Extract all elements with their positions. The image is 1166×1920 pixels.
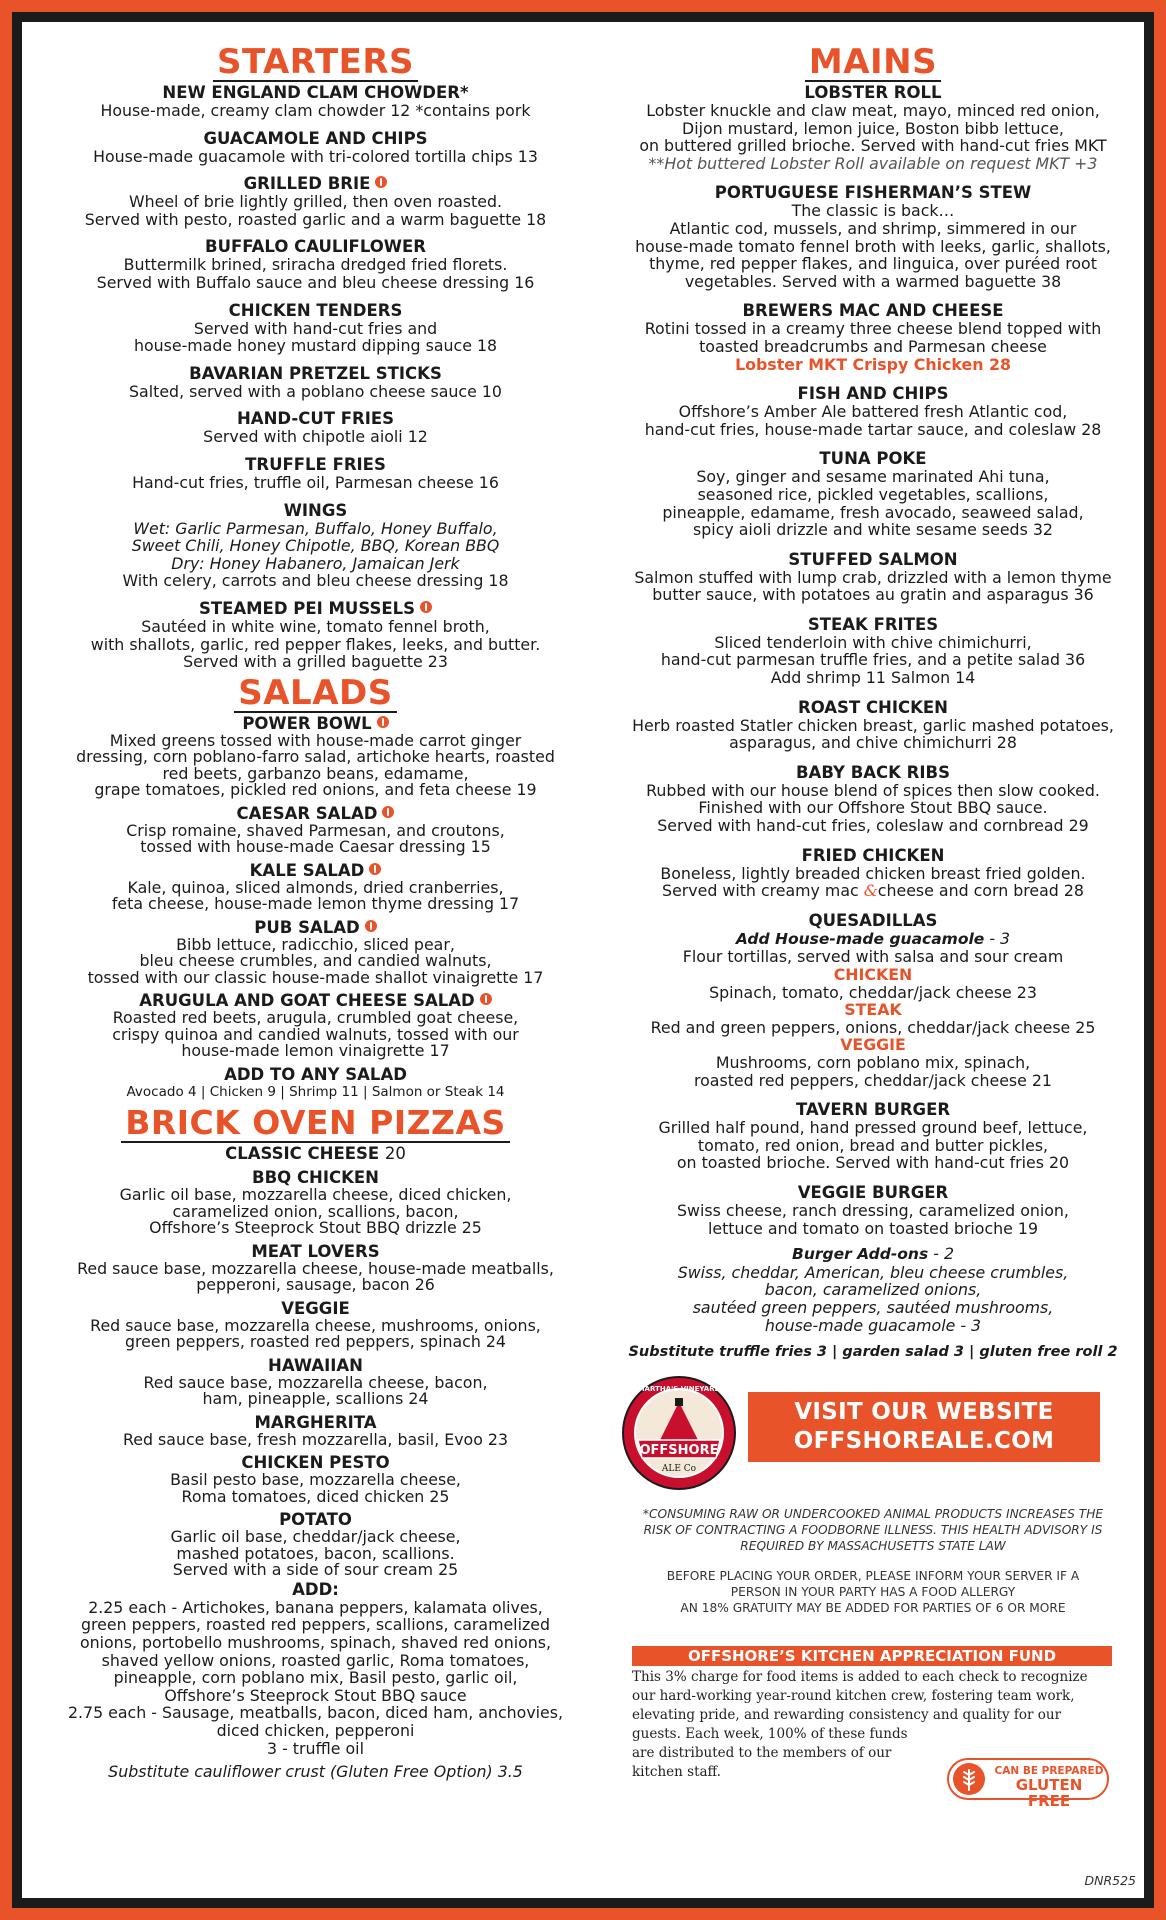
variant-desc: Red and green peppers, onions, cheddar/jack cheese 25 <box>650 1017 1096 1037</box>
menu-item <box>608 616 1138 687</box>
item-name: HAND-CUT FRIES <box>236 409 395 429</box>
pizza-addons <box>38 1581 593 1757</box>
ampersand: & <box>863 881 878 901</box>
item-name: TUNA POKE <box>819 449 927 469</box>
item-name: BUFFALO CAULIFLOWER <box>205 237 426 257</box>
logo-top-text: MARTHA'S VINEYARD <box>637 1384 721 1393</box>
item-name-row <box>38 1145 593 1163</box>
menu-item <box>38 1169 593 1237</box>
item-desc: Basil pesto base, mozzarella cheese, Roma tomatoes, diced chicken 25 <box>170 1470 461 1506</box>
kitchen-fund-title: OFFSHORE’S KITCHEN APPRECIATION FUND <box>632 1646 1112 1666</box>
guac-addon <box>608 930 1138 949</box>
item-name: VEGGIE <box>281 1298 350 1318</box>
gluten-free-badge <box>947 1758 1109 1810</box>
item-name: BAVARIAN PRETZEL STICKS <box>189 363 442 383</box>
item-name: BREWERS MAC AND CHEESE <box>742 301 1004 321</box>
menu-item <box>608 1101 1138 1172</box>
item-desc: Mixed greens tossed with house-made carrot ginger dressing, corn poblano-farro salad, artichoke hearts, roasted red beets, garbanzo beans, edamame, grape tomatoes, pickled red onions, and feta cheese 19 <box>76 730 555 800</box>
gluten-free-icon <box>365 920 377 932</box>
item-name: POTATO <box>279 1510 352 1530</box>
item-name-row <box>38 175 593 193</box>
item-desc: Rubbed with our house blend of spices then slow cooked. Finished with our Offshore Stout BBQ sauce. Served with hand-cut fries, coleslaw and cornbread 29 <box>646 780 1100 836</box>
item-name: CLASSIC CHEESE <box>225 1144 380 1164</box>
item-name: CHICKEN TENDERS <box>228 300 403 320</box>
starters-title: STARTERS <box>213 44 418 82</box>
burger-addons <box>608 1245 1138 1334</box>
item-name-row <box>38 715 593 733</box>
logo-brand: OFFSHORE <box>639 1442 719 1458</box>
menu-item <box>608 184 1138 290</box>
item-desc: Garlic oil base, mozzarella cheese, diced chicken, caramelized onion, scallions, bacon, Offshore’s Steeprock Stout BBQ drizzle 25 <box>119 1185 512 1238</box>
gluten-free-icon <box>420 601 432 613</box>
menu-item <box>608 699 1138 752</box>
gluten-free-line1: CAN BE PREPARED <box>994 1764 1104 1777</box>
item-name: BBQ CHICKEN <box>252 1168 379 1188</box>
item-desc: Salted, served with a poblano cheese sauce 10 <box>129 381 502 401</box>
item-note: **Hot buttered Lobster Roll available on request MKT +3 <box>648 153 1098 173</box>
mains-title: MAINS <box>805 44 941 82</box>
brand-row <box>608 1374 1138 1492</box>
item-desc: Herb roasted Statler chicken breast, garlic mashed potatoes, asparagus, and chive chimichurri 28 <box>632 715 1114 753</box>
item-desc: Flour tortillas, served with salsa and sour cream <box>682 947 1064 967</box>
wheat-icon <box>953 1763 985 1795</box>
menu-item <box>38 805 593 856</box>
gluten-free-line2: GLUTEN FREE <box>1015 1775 1083 1810</box>
gluten-free-icon <box>382 806 394 818</box>
item-desc: Served with chipotle aioli 12 <box>203 427 428 447</box>
menu-item <box>608 84 1138 172</box>
item-desc: Lobster knuckle and claw meat, mayo, minced red onion, Dijon mustard, lemon juice, Boston bibb lettuce, on buttered grilled brioche. Served with hand-cut fries MKT <box>639 101 1107 156</box>
gluten-free-text <box>993 1765 1105 1809</box>
item-name-row <box>38 805 593 823</box>
item-name: FRIED CHICKEN <box>801 845 945 865</box>
item-desc: Served with hand-cut fries and house-made honey mustard dipping sauce 18 <box>133 318 498 356</box>
item-name: HAWAIIAN <box>268 1355 363 1375</box>
menu-frame-inner <box>12 12 1154 1908</box>
salad-addons <box>38 1066 593 1102</box>
burger-addons-list: Swiss, cheddar, American, bleu cheese crumbles, bacon, caramelized onions, sautéed green peppers, sautéed mushrooms, house-made guacamole - 3 <box>677 1262 1069 1335</box>
item-name: WINGS <box>283 500 348 520</box>
menu-item <box>608 847 1138 900</box>
item-name: CAESAR SALAD <box>236 803 378 823</box>
item-desc: Bibb lettuce, radicchio, sliced pear, bleu cheese crumbles, and candied walnuts, tossed with our classic house-made shallot vinaigrette 17 <box>87 934 544 987</box>
menu-item <box>38 175 593 228</box>
menu-item <box>38 410 593 446</box>
pizzas-title: BRICK OVEN PIZZAS <box>121 1105 510 1143</box>
variant-label: VEGGIE <box>840 1035 906 1055</box>
menu-item <box>608 551 1138 604</box>
item-extras: Lobster MKT Crispy Chicken 28 <box>735 354 1011 374</box>
item-desc: Swiss cheese, ranch dressing, caramelized onion, lettuce and tomato on toasted brioche 19 <box>677 1200 1069 1238</box>
menu-code: DNR525 <box>1084 1873 1136 1888</box>
menu-item <box>38 1454 593 1505</box>
item-name: LOBSTER ROLL <box>804 83 942 102</box>
variant-label: CHICKEN <box>833 965 913 984</box>
item-name: ROAST CHICKEN <box>798 697 948 717</box>
item-desc: Buttermilk brined, sriracha dredged fried florets. Served with Buffalo sauce and bleu cheese dressing 16 <box>96 255 535 292</box>
item-desc: With celery, carrots and bleu cheese dressing 18 <box>122 571 509 591</box>
item-name: VEGGIE BURGER <box>797 1182 949 1202</box>
item-name: PUB SALAD <box>254 917 360 937</box>
item-price: 20 <box>384 1144 406 1164</box>
item-name: POWER BOWL <box>242 713 372 733</box>
left-column <box>38 44 593 1781</box>
gluten-free-icon <box>377 716 389 728</box>
item-name: GRILLED BRIE <box>243 174 371 194</box>
menu-item <box>38 1414 593 1449</box>
item-desc: Red sauce base, mozzarella cheese, bacon, ham, pineapple, scallions 24 <box>143 1372 488 1409</box>
kitchen-fund-body: This 3% charge for food items is added to each check to recognize our hard-working year-round kitchen crew, fostering team work, elevating pride, and rewarding consistency and quality for our <box>632 1668 1088 1723</box>
item-desc: Crisp romaine, shaved Parmesan, and croutons, tossed with house-made Caesar dressing 15 <box>126 820 505 857</box>
item-desc <box>608 865 1138 900</box>
item-name-row <box>38 919 593 937</box>
salad-addons-title: ADD TO ANY SALAD <box>224 1064 407 1084</box>
gluten-free-icon <box>480 993 492 1005</box>
item-desc: Garlic oil base, cheddar/jack cheese, mashed potatoes, bacon, scallions. Served with a side of sour cream 25 <box>170 1527 461 1580</box>
item-desc: Red sauce base, mozzarella cheese, mushrooms, onions, green peppers, roasted red peppers, spinach 24 <box>90 1315 541 1352</box>
pizza-substitute-note: Substitute cauliflower crust (Gluten Free Option) 3.5 <box>108 1762 523 1782</box>
item-name-row <box>38 862 593 880</box>
item-name: STEAMED PEI MUSSELS <box>198 598 416 618</box>
menu-item <box>38 365 593 401</box>
menu-item <box>38 238 593 291</box>
item-name: STEAK FRITES <box>807 614 939 634</box>
menu-item <box>38 1511 593 1579</box>
item-desc: Red sauce base, mozzarella cheese, house-made meatballs, pepperoni, sausage, bacon 26 <box>77 1258 554 1295</box>
item-desc: Red sauce base, fresh mozzarella, basil, Evoo 23 <box>123 1429 508 1449</box>
menu-item <box>38 919 593 987</box>
offshore-logo <box>620 1374 738 1492</box>
item-name: KALE SALAD <box>249 860 365 880</box>
item-name: TRUFFLE FRIES <box>245 454 386 474</box>
menu-item <box>608 385 1138 438</box>
menu-item <box>38 1357 593 1408</box>
item-desc: Soy, ginger and sesame marinated Ahi tuna, seasoned rice, pickled vegetables, scallions, pineapple, edamame, fresh avocado, seaweed salad, spicy aioli drizzle and white sesame seeds 32 <box>662 467 1084 540</box>
allergy-notice: BEFORE PLACING YOUR ORDER, PLEASE INFORM YOUR SERVER IF A PERSON IN YOUR PARTY HAS A FOOD ALLERGY AN 18% GRATUITY MAY BE ADDED FOR PARTIES OF 6 OR MORE <box>666 1568 1080 1615</box>
item-name: MARGHERITA <box>254 1412 377 1432</box>
menu-item <box>38 130 593 166</box>
menu-item <box>38 456 593 492</box>
item-desc: Salmon stuffed with lump crab, drizzled with a lemon thyme butter sauce, with potatoes au gratin and asparagus 36 <box>634 567 1112 605</box>
item-name: NEW ENGLAND CLAM CHOWDER* <box>162 83 469 102</box>
gluten-free-icon <box>369 863 381 875</box>
item-name: PORTUGUESE FISHERMAN’S STEW <box>714 183 1032 203</box>
guac-addon-price: - 3 <box>984 928 1011 948</box>
menu-item <box>38 1243 593 1294</box>
menu-item <box>38 302 593 355</box>
menu-item <box>608 1184 1138 1237</box>
item-name: CHICKEN PESTO <box>241 1453 390 1473</box>
pizza-addons-list: 2.25 each - Artichokes, banana peppers, kalamata olives, green peppers, roasted red peppers, scallions, caramelized onions, portobello mushrooms, spinach, shaved red onions, shaved yellow onions, roasted garlic, Roma tomatoes, pineapple, corn poblano mix, Basil pesto, garlic oil, Offshore’s Steeprock Stout BBQ sauce 2.75 each - Sausage, meatballs, bacon, diced ham, anchovies, diced chicken, pepperoni 3 - truffle oil <box>67 1597 564 1758</box>
item-desc-flavors: Wet: Garlic Parmesan, Buffalo, Honey Buffalo, Sweet Chili, Honey Chipotle, BBQ, Korean BBQ Dry: Honey Habanero, Jamaican Jerk <box>131 518 500 573</box>
menu-item <box>608 764 1138 835</box>
menu-item <box>38 1145 593 1163</box>
pizza-addons-title: ADD: <box>292 1579 339 1599</box>
item-name: MEAT LOVERS <box>251 1241 380 1261</box>
item-desc: House-made guacamole with tri-colored tortilla chips 13 <box>93 146 538 166</box>
variant-desc: Spinach, tomato, cheddar/jack cheese 23 <box>709 982 1037 1002</box>
right-column <box>608 42 1138 1810</box>
visit-line1: VISIT OUR WEBSITE <box>794 1398 1054 1425</box>
menu-item <box>38 502 593 590</box>
gluten-free-icon <box>375 176 387 188</box>
item-desc: Hand-cut fries, truffle oil, Parmesan cheese 16 <box>132 472 499 492</box>
visit-website-banner[interactable] <box>748 1392 1100 1462</box>
item-desc: Sliced tenderloin with chive chimichurri, hand-cut parmesan truffle fries, and a petite salad 36 Add shrimp 11 Salmon 14 <box>660 632 1086 688</box>
kitchen-fund <box>632 1646 1112 1810</box>
variant-label: STEAK <box>844 1000 902 1020</box>
burger-addons-price: - 2 <box>928 1244 954 1264</box>
menu-item <box>608 450 1138 538</box>
burger-substitute-note: Substitute truffle fries 3 | garden salad 3 | gluten free roll 2 <box>628 1344 1118 1361</box>
health-advisory: *CONSUMING RAW OR UNDERCOOKED ANIMAL PRODUCTS INCREASES THE RISK OF CONTRACTING A FOODBORNE ILLNESS. THIS HEALTH ADVISORY IS REQUIRED BY MASSACHUSETTS STATE LAW <box>642 1506 1104 1553</box>
item-name: TAVERN BURGER <box>795 1100 951 1120</box>
menu-item <box>38 862 593 913</box>
menu-item <box>38 84 593 120</box>
kitchen-fund-body-cont: guests. Each week, 100% of these funds are distributed to the members of our kitchen staff. <box>632 1725 908 1780</box>
item-desc: Wheel of brie lightly grilled, then oven roasted. Served with pesto, roasted garlic and a warm baguette 18 <box>84 192 547 229</box>
item-desc: Kale, quinoa, sliced almonds, dried cranberries, feta cheese, house-made lemon thyme dressing 17 <box>111 877 520 914</box>
item-desc-part: Boneless, lightly breaded chicken breast fried golden. Served with creamy mac <box>660 863 1086 901</box>
item-name: STUFFED SALMON <box>788 549 958 569</box>
salads-title: SALADS <box>234 675 397 713</box>
item-name: BABY BACK RIBS <box>795 762 950 782</box>
visit-line2: OFFSHOREALE.COM <box>793 1427 1055 1454</box>
menu-page <box>22 22 1144 1898</box>
item-name: QUESADILLAS <box>808 910 938 930</box>
salad-addons-list: Avocado 4 | Chicken 9 | Shrimp 11 | Salmon or Steak 14 <box>126 1083 505 1100</box>
menu-item <box>38 600 593 671</box>
item-desc: House-made, creamy clam chowder 12 *contains pork <box>100 101 531 120</box>
item-name: FISH AND CHIPS <box>797 384 949 404</box>
item-desc: Rotini tossed in a creamy three cheese blend topped with toasted breadcrumbs and Parmesan cheese <box>644 319 1102 356</box>
menu-item <box>608 302 1138 373</box>
burger-addons-title: Burger Add-ons <box>792 1245 929 1264</box>
menu-item <box>38 1300 593 1351</box>
item-desc: Offshore’s Amber Ale battered fresh Atlantic cod, hand-cut fries, house-made tartar sauce, and coleslaw 28 <box>644 402 1102 439</box>
item-name: GUACAMOLE AND CHIPS <box>203 128 428 148</box>
logo-sub: ALE Co <box>661 1463 697 1474</box>
burger-addons-heading <box>608 1245 1138 1264</box>
item-desc: Grilled half pound, hand pressed ground beef, lettuce, tomato, red onion, bread and butter pickles, on toasted brioche. Served with hand-cut fries 20 <box>658 1118 1088 1173</box>
item-desc: Roasted red beets, arugula, crumbled goat cheese, crispy quinoa and candied walnuts, tossed with our house-made lemon vinaigrette 17 <box>112 1008 519 1061</box>
item-desc: The classic is back… Atlantic cod, mussels, and shrimp, simmered in our house-made tomato fennel broth with leeks, garlic, shallots, thyme, red pepper flakes, and linguica, over puréed root vegetables. Served with a warmed baguette 38 <box>635 201 1111 291</box>
menu-item-quesadillas <box>608 912 1138 1089</box>
item-name: ARUGULA AND GOAT CHEESE SALAD <box>139 991 475 1011</box>
item-name-row <box>38 600 593 618</box>
menu-item <box>38 992 593 1060</box>
item-desc: Sautéed in white wine, tomato fennel broth, with shallots, garlic, red pepper flakes, leeks, and butter. Served with a grilled baguette 23 <box>90 616 541 672</box>
variant-desc: Mushrooms, corn poblano mix, spinach, roasted red peppers, cheddar/jack cheese 21 <box>694 1052 1052 1090</box>
guac-addon-label: Add House-made guacamole <box>735 929 985 948</box>
menu-item <box>38 715 593 799</box>
item-desc-part: cheese and corn bread 28 <box>877 881 1084 901</box>
